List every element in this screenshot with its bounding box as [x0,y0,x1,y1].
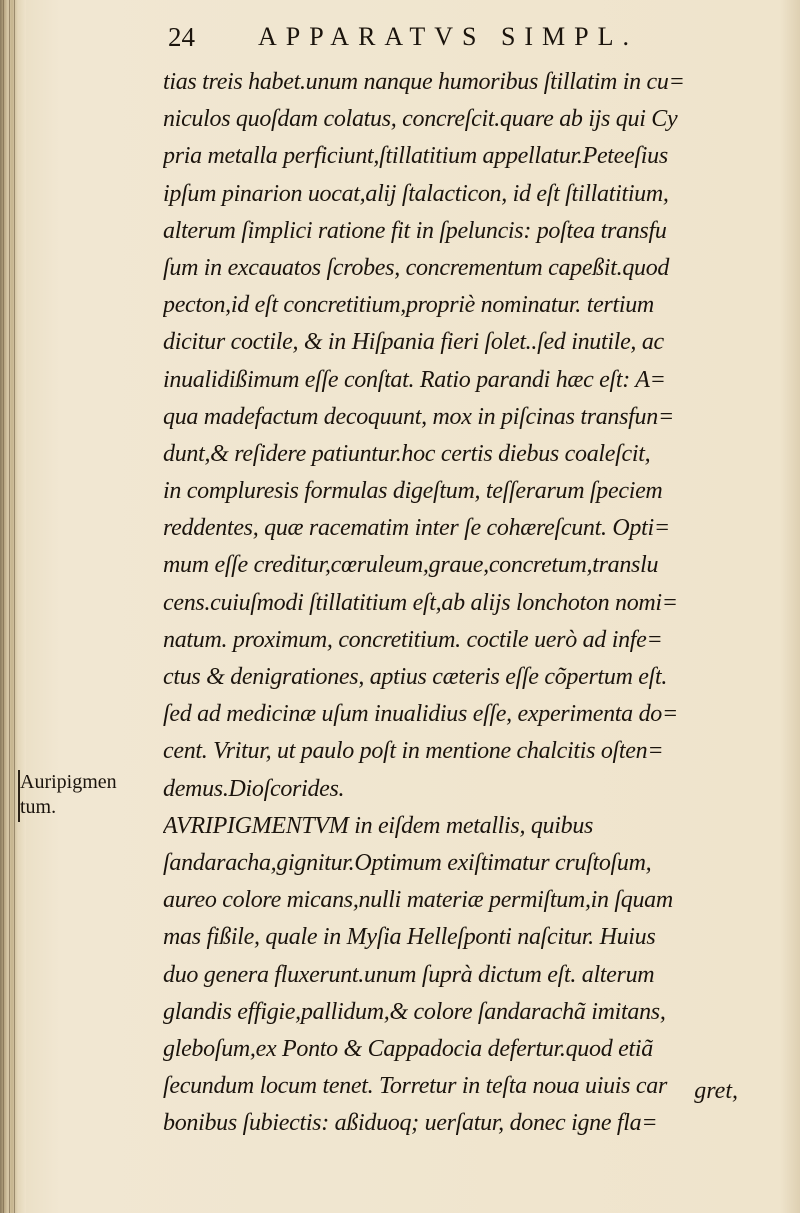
text-line: pria metalla perficiunt,ſtillatitium appellatur.Peteeſius [163,143,668,170]
text-line: ipſum pinarion uocat,alij ſtalacticon, id eſt ſtillatitium, [163,180,669,207]
catchword: gret, [694,1078,738,1104]
spine-edge-line [3,0,4,1213]
text-line: ſed ad medicinæ uſum inualidius eſſe, experimenta do= [163,701,678,728]
text-line: duo genera fluxerunt.unum ſuprà dictum eſt. alterum [163,961,655,988]
spine-edge-line [9,0,10,1213]
text-line: cens.cuiuſmodi ſtillatitium eſt,ab alijs lonchoton nomi= [163,589,678,616]
margin-note-line: Auripigmen [20,771,117,793]
spine-edge-line [14,0,15,1213]
text-line: pecton,id eſt concretitium,propriè nominatur. tertium [163,292,654,319]
text-line: glandis effigie,pallidum,& colore ſandarachã imitans, [163,998,666,1025]
body-text [163,64,773,1142]
text-line: ctus & denigrationes, aptius cæteris eſſe cõpertum eſt. [163,664,668,690]
text-line: ſum in excauatos ſcrobes, concrementum capeßit.quod [163,254,670,281]
text-line: in compluresis formulas digeſtum, teſſerarum ſpeciem [163,478,663,505]
text-line: dunt,& reſidere patiuntur.hoc certis diebus coaleſcit, [163,440,651,467]
margin-note [20,770,150,820]
text-line: mum eſſe creditur,cœruleum,graue,concretum,translu [163,552,659,579]
text-line: aureo colore micans,nulli materiæ permiſtum,in ſquam [163,887,673,914]
text-line: bonibus ſubiectis: aßiduoq; uerſatur, donec igne fla= [163,1110,658,1137]
page-header [168,18,768,58]
text-line: qua madefactum decoquunt, mox in piſcinas transfun= [163,403,674,430]
text-line: cent. Vritur, ut paulo poſt in mentione chalcitis oſten= [163,738,664,765]
text-line: ſandaracha,gignitur.Optimum exiſtimatur cruſtoſum, [163,849,652,876]
running-title: APPARATVS SIMPL. [258,22,639,51]
text-line: demus.Dioſcorides. [163,775,345,802]
text-line: dicitur coctile, & in Hiſpania fieri ſolet..ſed inutile, ac [163,329,664,356]
text-line: alterum ſimplici ratione fit in ſpeluncis: poſtea transfu [163,217,667,244]
text-line: mas fißile, quale in Myſia Helleſponti naſcitur. Huius [163,924,656,951]
text-line: natum. proximum, concretitium. coctile uerò ad infe= [163,626,663,653]
text-line: tias treis habet.unum nanque humoribus ſtillatim in cu= [163,69,685,95]
text-line: reddentes, quæ racematim inter ſe cohæreſcunt. Opti= [163,515,670,542]
margin-note-line: tum. [20,796,57,818]
text-line: gleboſum,ex Ponto & Cappadocia defertur.quod etiã [163,1035,653,1062]
page-number: 24 [168,22,195,52]
text-line: inualidißimum eſſe conſtat. Ratio parandi hæc eſt: A= [163,366,666,393]
text-line: niculos quoſdam colatus, concreſcit.quare ab ijs qui Cy [163,106,678,133]
text-line: AVRIPIGMENTVM in eiſdem metallis, quibus [163,812,594,839]
text-line: ſecundum locum tenet. Torretur in teſta noua uiuis car [163,1073,667,1100]
